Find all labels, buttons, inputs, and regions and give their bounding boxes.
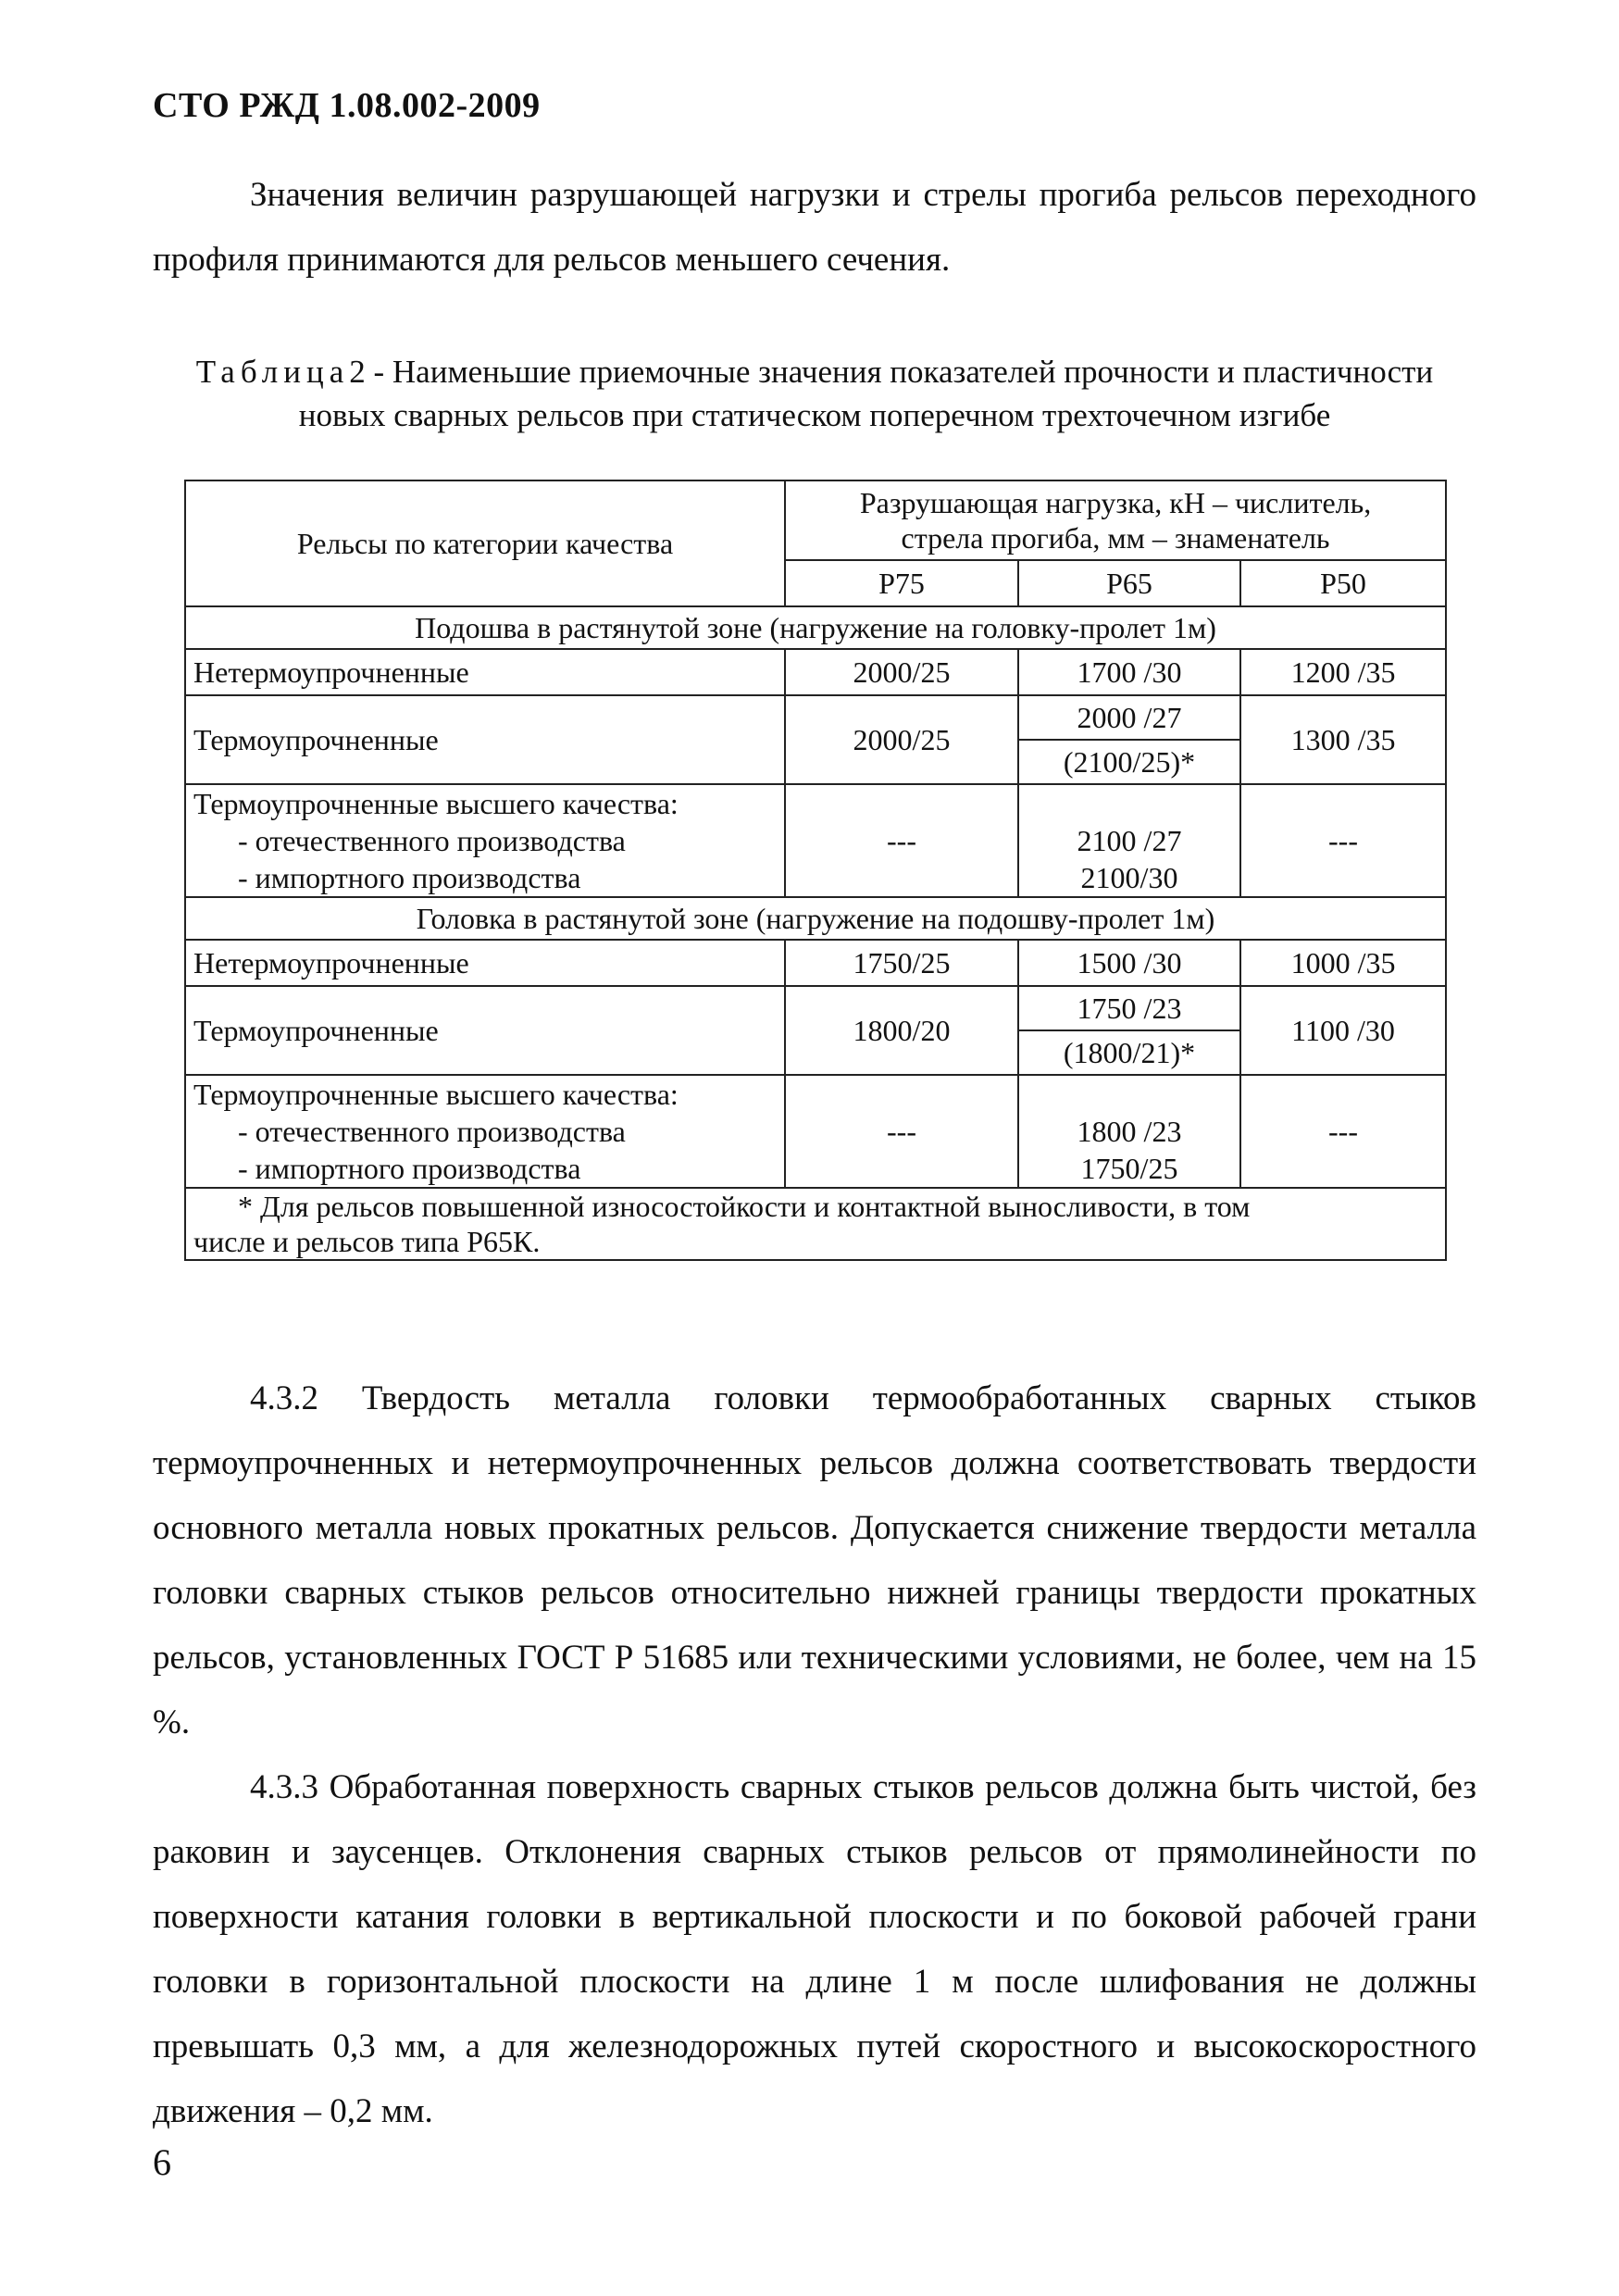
s1-premium-domestic: - отечественного производства (238, 824, 626, 857)
s1-premium-p50: --- (1240, 784, 1446, 897)
s1-non-hardened-p75: 2000/25 (785, 649, 1018, 695)
header-load-line1: Разрушающая нагрузка, кН – числитель, (859, 486, 1372, 519)
s2-premium-p65 (1018, 1075, 1240, 1188)
document-code: СТО РЖД 1.08.002-2009 (153, 86, 541, 125)
s2-hardened-p65-a: 1750 /23 (1018, 986, 1240, 1030)
s2-non-hardened-p50: 1000 /35 (1240, 940, 1446, 986)
s1-premium-p75: --- (785, 784, 1018, 897)
section2-title: Головка в растянутой зоне (нагружение на подошву-пролет 1м) (185, 897, 1446, 940)
s2-premium-p65-imported: 1750/25 (1080, 1152, 1178, 1185)
s2-premium-p65-domestic: 1800 /23 (1077, 1115, 1182, 1148)
s2-hardened-p75: 1800/20 (785, 986, 1018, 1075)
s2-premium-title: Термоупрочненные высшего качества: (193, 1078, 679, 1111)
header-rail-category: Рельсы по категории качества (185, 480, 785, 606)
s2-premium-imported: - импортного производства (238, 1152, 581, 1185)
header-type-p65: Р65 (1018, 560, 1240, 606)
s1-premium-p65 (1018, 784, 1240, 897)
s2-premium-domestic: - отечественного производства (238, 1115, 626, 1148)
paragraph-4-3-3: 4.3.3 Обработанная поверхность сварных стыков рельсов должна быть чистой, без раковин и заусенцев. Отклонения сварных стыков рельсов от прямолинейности по поверхности катания головки в вертикальной плоскости и по боковой рабочей грани головки в горизонтальной плоскости на длине 1 м после шлифования не должны превышать 0,3 мм, а для железнодорожных путей скоростного и высокоскоростного движения – 0,2 мм. (153, 1768, 1476, 2130)
s1-hardened-p75: 2000/25 (785, 695, 1018, 784)
s1-non-hardened-p65: 1700 /30 (1018, 649, 1240, 695)
header-load (785, 480, 1446, 560)
table-caption-label: Таблица (195, 354, 350, 390)
s1-non-hardened-label: Нетермоупрочненные (185, 649, 785, 695)
s1-premium-label (185, 784, 785, 897)
header-load-line2: стрела прогиба, мм – знаменатель (901, 521, 1330, 555)
intro-paragraph: Значения величин разрушающей нагрузки и стрелы прогиба рельсов переходного профиля принимаются для рельсов меньшего сечения. (153, 176, 1476, 279)
table-footnote (185, 1188, 1446, 1260)
s1-hardened-p65-a: 2000 /27 (1018, 695, 1240, 740)
strength-table (184, 480, 1447, 1261)
s1-premium-p65-domestic: 2100 /27 (1077, 824, 1182, 857)
table-caption-number: 2 (349, 354, 366, 390)
s2-non-hardened-label: Нетермоупрочненные (185, 940, 785, 986)
s2-hardened-p65-b: (1800/21)* (1018, 1030, 1240, 1075)
s2-premium-p50: --- (1240, 1075, 1446, 1188)
s1-premium-p65-imported: 2100/30 (1080, 861, 1178, 894)
s2-premium-label (185, 1075, 785, 1188)
table-caption-text: - Наименьшие приемочные значения показателей прочности и пластичности новых сварных рельсов при статическом поперечном трехточечном изгибе (298, 354, 1434, 433)
s2-premium-p75: --- (785, 1075, 1018, 1188)
paragraph-4-3-2: 4.3.2 Твердость металла головки термообработанных сварных стыков термоупрочненных и нетермоупрочненных рельсов должна соответствовать твердости основного металла новых прокатных рельсов. Допускается снижение твердости металла головки сварных стыков рельсов относительно нижней границы твердости прокатных рельсов, установленных ГОСТ Р 51685 или техническими условиями, не более, чем на 15 %. (153, 1379, 1476, 1741)
s1-premium-imported: - импортного производства (238, 861, 581, 894)
s1-non-hardened-p50: 1200 /35 (1240, 649, 1446, 695)
footnote-line2: числе и рельсов типа Р65К. (193, 1225, 541, 1258)
page-number: 6 (153, 2141, 171, 2183)
s1-hardened-p50: 1300 /35 (1240, 695, 1446, 784)
footnote-line1: * Для рельсов повышенной износостойкости и контактной выносливости, в том (238, 1190, 1251, 1223)
s1-hardened-p65-b: (2100/25)* (1018, 740, 1240, 784)
s2-non-hardened-p65: 1500 /30 (1018, 940, 1240, 986)
header-type-p75: Р75 (785, 560, 1018, 606)
s1-hardened-label: Термоупрочненные (185, 695, 785, 784)
section1-title: Подошва в растянутой зоне (нагружение на головку-пролет 1м) (185, 606, 1446, 649)
s2-hardened-label: Термоупрочненные (185, 986, 785, 1075)
header-type-p50: Р50 (1240, 560, 1446, 606)
s2-non-hardened-p75: 1750/25 (785, 940, 1018, 986)
s1-premium-title: Термоупрочненные высшего качества: (193, 787, 679, 820)
table-caption (153, 350, 1476, 437)
s2-hardened-p50: 1100 /30 (1240, 986, 1446, 1075)
